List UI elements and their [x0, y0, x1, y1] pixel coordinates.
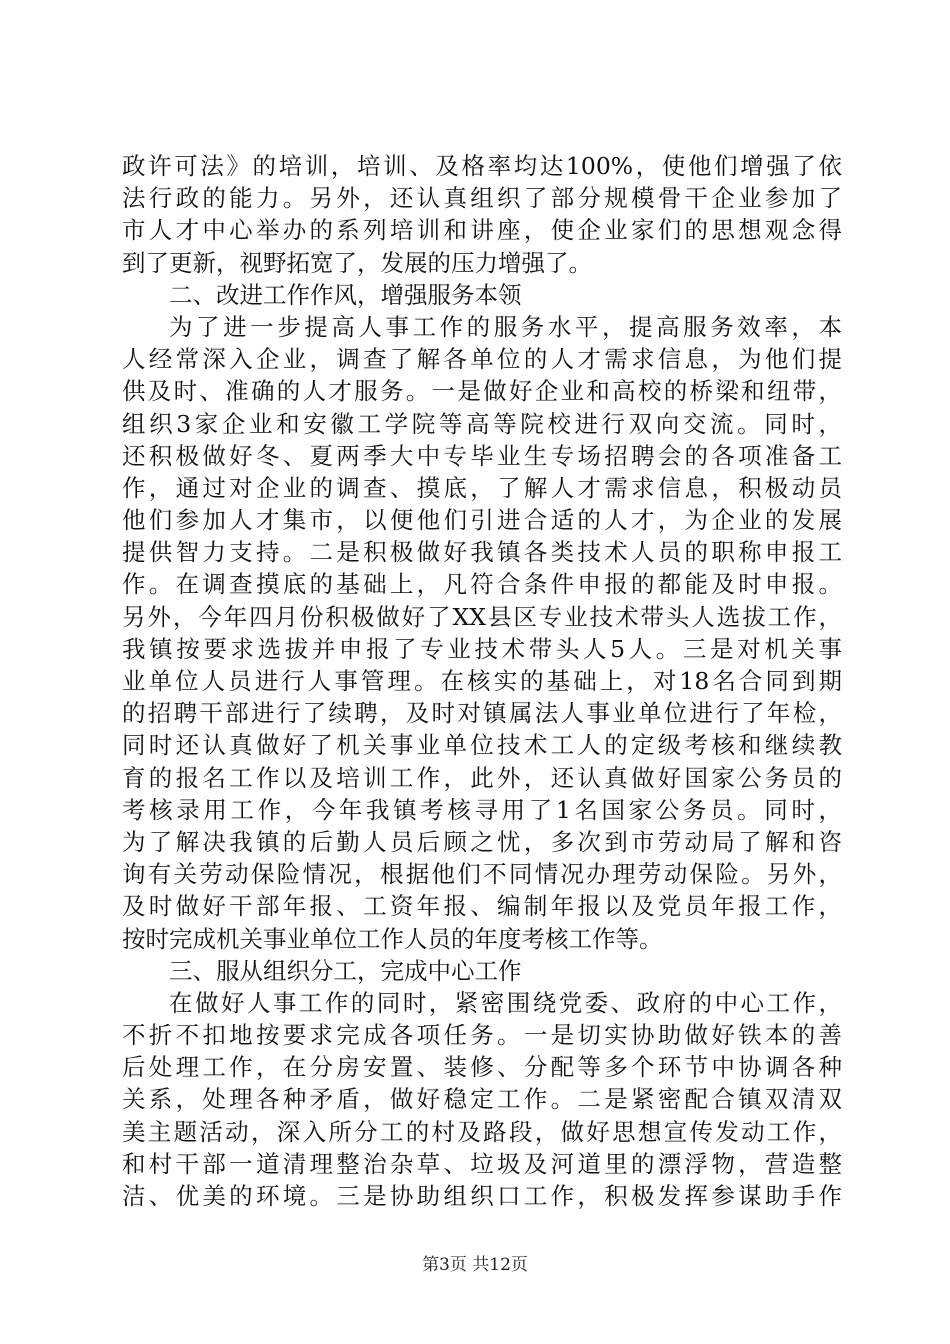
- section-heading: 二、改进工作作风，增强服务本领: [169, 280, 522, 309]
- text-line: 我镇按要求选拔并申报了专业技术带头人5人。三是对机关事: [122, 634, 842, 663]
- text-line: 还积极做好冬、夏两季大中专毕业生专场招聘会的各项准备工: [122, 441, 842, 470]
- text-line: 洁、优美的环境。三是协助组织口工作，积极发挥参谋助手作: [122, 1182, 842, 1210]
- text-line: 作，通过对企业的调查、摸底，了解人才需求信息，积极动员: [122, 473, 842, 502]
- text-line: 同时还认真做好了机关事业单位技术工人的定级考核和继续教: [122, 731, 842, 760]
- text-line: 法行政的能力。另外，还认真组织了部分规模骨干企业参加了: [122, 184, 842, 213]
- text-line: 为了解决我镇的后勤人员后顾之忧，多次到市劳动局了解和咨: [122, 827, 842, 856]
- text-line: 不折不扣地按要求完成各项任务。一是切实协助做好铁本的善: [122, 1021, 842, 1050]
- text-line: 为了进一步提高人事工作的服务水平，提高服务效率，本: [169, 312, 842, 341]
- text-line: 的招聘干部进行了续聘，及时对镇属法人事业单位进行了年检，: [122, 699, 842, 728]
- text-line: 在做好人事工作的同时，紧密围绕党委、政府的中心工作，: [169, 988, 842, 1017]
- text-line: 供及时、准确的人才服务。一是做好企业和高校的桥梁和纽带，: [122, 377, 842, 406]
- text-line: 人经常深入企业，调查了解各单位的人才需求信息，为他们提: [122, 345, 842, 374]
- text-line: 和村干部一道清理整治杂草、垃圾及河道里的漂浮物，营造整: [122, 1149, 842, 1178]
- page-footer: 第3页 共12页: [422, 1255, 528, 1275]
- text-line: 及时做好干部年报、工资年报、编制年报以及党员年报工作，: [122, 892, 842, 921]
- section-heading: 三、服从组织分工，完成中心工作: [169, 956, 522, 985]
- text-line: 业单位人员进行人事管理。在核实的基础上，对18名合同到期: [122, 667, 842, 695]
- text-line: 关系，处理各种矛盾，做好稳定工作。二是紧密配合镇双清双: [122, 1085, 842, 1114]
- text-line: 他们参加人才集市，以便他们引进合适的人才，为企业的发展: [122, 506, 842, 535]
- text-line: 育的报名工作以及培训工作，此外，还认真做好国家公务员的: [122, 763, 842, 792]
- text-line: 美主题活动，深入所分工的村及路段，做好思想宣传发动工作，: [122, 1117, 842, 1146]
- text-line: 后处理工作，在分房安置、装修、分配等多个环节中协调各种: [122, 1053, 842, 1082]
- text-line: 组织3家企业和安徽工学院等高等院校进行双向交流。同时，: [122, 409, 842, 438]
- text-line: 到了更新，视野拓宽了，发展的压力增强了。: [122, 248, 592, 277]
- text-line: 另外，今年四月份积极做好了XX县区专业技术带头人选拔工作，: [122, 602, 842, 631]
- text-line: 政许可法》的培训，培训、及格率均达100%，使他们增强了依: [122, 152, 842, 180]
- text-line: 考核录用工作，今年我镇考核寻用了1名国家公务员。同时，: [122, 795, 842, 824]
- text-line: 询有关劳动保险情况，根据他们不同情况办理劳动保险。另外，: [122, 860, 842, 889]
- text-line: 提供智力支持。二是积极做好我镇各类技术人员的职称申报工: [122, 538, 842, 567]
- document-body: [122, 150, 842, 1212]
- text-line: 市人才中心举办的系列培训和讲座，使企业家们的思想观念得: [122, 216, 842, 245]
- text-line: 按时完成机关事业单位工作人员的年度考核工作等。: [122, 924, 663, 953]
- text-line: 作。在调查摸底的基础上，凡符合条件申报的都能及时申报。: [122, 570, 842, 599]
